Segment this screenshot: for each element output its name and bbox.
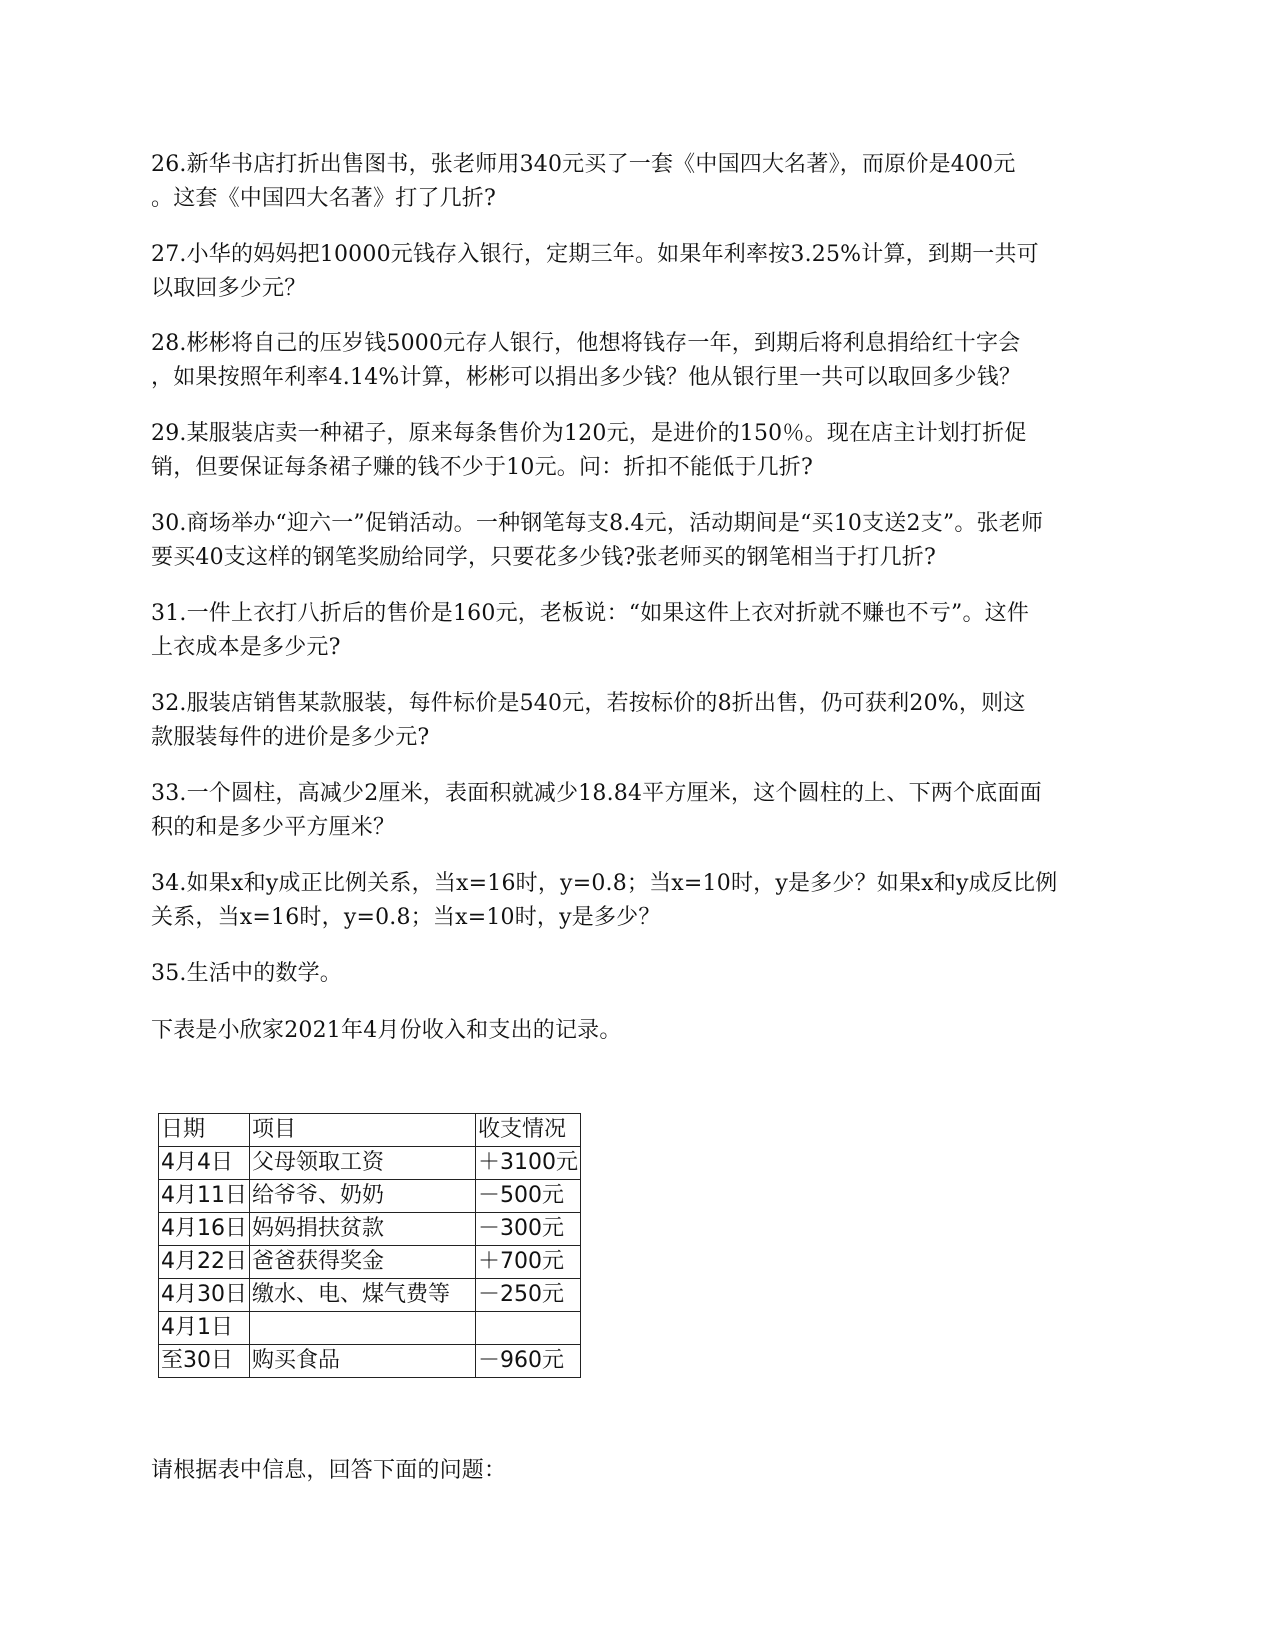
cell-amount: －250元 <box>476 1279 581 1312</box>
question-35 <box>151 957 1131 991</box>
question-31 <box>151 597 1131 665</box>
question-31-line-1: 31.一件上衣打八折后的售价是160元，老板说：“如果这件上衣对折就不赚也不亏”。这件 <box>151 601 1030 626</box>
table-row <box>159 1147 581 1180</box>
table-row <box>159 1312 581 1345</box>
question-34-line-2: 关系，当x=16时，y=0.8；当x=10时，y是多少？ <box>151 905 661 930</box>
cell-item: 给爷爷、奶奶 <box>250 1180 476 1213</box>
question-29-line-1: 29.某服装店卖一种裙子，原来每条售价为120元，是进价的150％。现在店主计划打折促 <box>151 421 1027 446</box>
question-33 <box>151 777 1131 845</box>
cell-date: 4月22日 <box>159 1246 250 1279</box>
question-29-line-2: 销，但要保证每条裙子赚的钱不少于10元。问：折扣不能低于几折? <box>151 455 813 480</box>
cell-amount: ＋3100元 <box>476 1147 581 1180</box>
table-header-row <box>159 1114 581 1147</box>
questions-prompt-text: 请根据表中信息，回答下面的问题： <box>151 1458 507 1483</box>
table-row <box>159 1213 581 1246</box>
header-amount: 收支情况 <box>476 1114 581 1147</box>
question-28-line-2: ，如果按照年利率4.14%计算，彬彬可以捐出多少钱？他从银行里一共可以取回多少钱？ <box>151 365 1022 390</box>
cell-amount: －960元 <box>476 1345 581 1378</box>
header-date: 日期 <box>159 1114 250 1147</box>
question-35-line-1: 35.生活中的数学。 <box>151 961 342 986</box>
question-28 <box>151 327 1131 395</box>
cell-item: 妈妈捐扶贫款 <box>250 1213 476 1246</box>
question-30 <box>151 507 1131 575</box>
cell-amount <box>476 1312 581 1345</box>
question-30-line-1: 30.商场举办“迎六一”促销活动。一种钢笔每支8.4元，活动期间是“买10支送2支”。张老师 <box>151 511 1044 536</box>
question-30-line-2: 要买40支这样的钢笔奖励给同学，只要花多少钱?张老师买的钢笔相当于打几折? <box>151 545 936 570</box>
question-26-line-1: 26.新华书店打折出售图书，张老师用340元买了一套《中国四大名著》，而原价是400元 <box>151 152 1016 177</box>
cell-date: 4月30日 <box>159 1279 250 1312</box>
table-row <box>159 1279 581 1312</box>
question-28-line-1: 28.彬彬将自己的压岁钱5000元存人银行，他想将钱存一年，到期后将利息捐给红十字会 <box>151 331 1021 356</box>
table-row <box>159 1180 581 1213</box>
cell-date: 4月4日 <box>159 1147 250 1180</box>
cell-item <box>250 1312 476 1345</box>
cell-amount: ＋700元 <box>476 1246 581 1279</box>
cell-item: 缴水、电、煤气费等 <box>250 1279 476 1312</box>
cell-amount: －300元 <box>476 1213 581 1246</box>
table-row <box>159 1345 581 1378</box>
header-item: 项目 <box>250 1114 476 1147</box>
question-32-line-1: 32.服装店销售某款服装，每件标价是540元，若按标价的8折出售，仍可获利20%，则这 <box>151 691 1026 716</box>
cell-item: 爸爸获得奖金 <box>250 1246 476 1279</box>
questions-prompt <box>151 1454 1131 1488</box>
question-33-line-1: 33.一个圆柱，高减少2厘米，表面积就减少18.84平方厘米，这个圆柱的上、下两个底面面 <box>151 781 1042 806</box>
cell-amount: －500元 <box>476 1180 581 1213</box>
question-29 <box>151 417 1131 485</box>
table-intro <box>151 1014 1131 1048</box>
question-34 <box>151 867 1131 935</box>
cell-item: 父母领取工资 <box>250 1147 476 1180</box>
table-row <box>159 1246 581 1279</box>
cell-item: 购买食品 <box>250 1345 476 1378</box>
question-27-line-1: 27.小华的妈妈把10000元钱存入银行，定期三年。如果年利率按3.25%计算，到期一共可 <box>151 242 1039 267</box>
question-32-line-2: 款服装每件的进价是多少元? <box>151 725 430 750</box>
income-expense-table <box>158 1113 581 1378</box>
question-32 <box>151 687 1131 755</box>
question-33-line-2: 积的和是多少平方厘米？ <box>151 815 396 840</box>
cell-date: 至30日 <box>159 1345 250 1378</box>
cell-date: 4月1日 <box>159 1312 250 1345</box>
cell-date: 4月11日 <box>159 1180 250 1213</box>
question-31-line-2: 上衣成本是多少元? <box>151 635 341 660</box>
record-table-wrapper <box>158 1113 581 1378</box>
cell-date: 4月16日 <box>159 1213 250 1246</box>
question-26 <box>151 148 1131 216</box>
question-34-line-1: 34.如果x和y成正比例关系，当x=16时，y=0.8；当x=10时，y是多少？如果x和y成反比例 <box>151 871 1058 896</box>
question-27 <box>151 238 1131 306</box>
question-26-line-2: 。这套《中国四大名著》打了几折? <box>151 186 496 211</box>
question-27-line-2: 以取回多少元？ <box>151 276 307 301</box>
table-intro-text: 下表是小欣家2021年4月份收入和支出的记录。 <box>151 1018 622 1043</box>
